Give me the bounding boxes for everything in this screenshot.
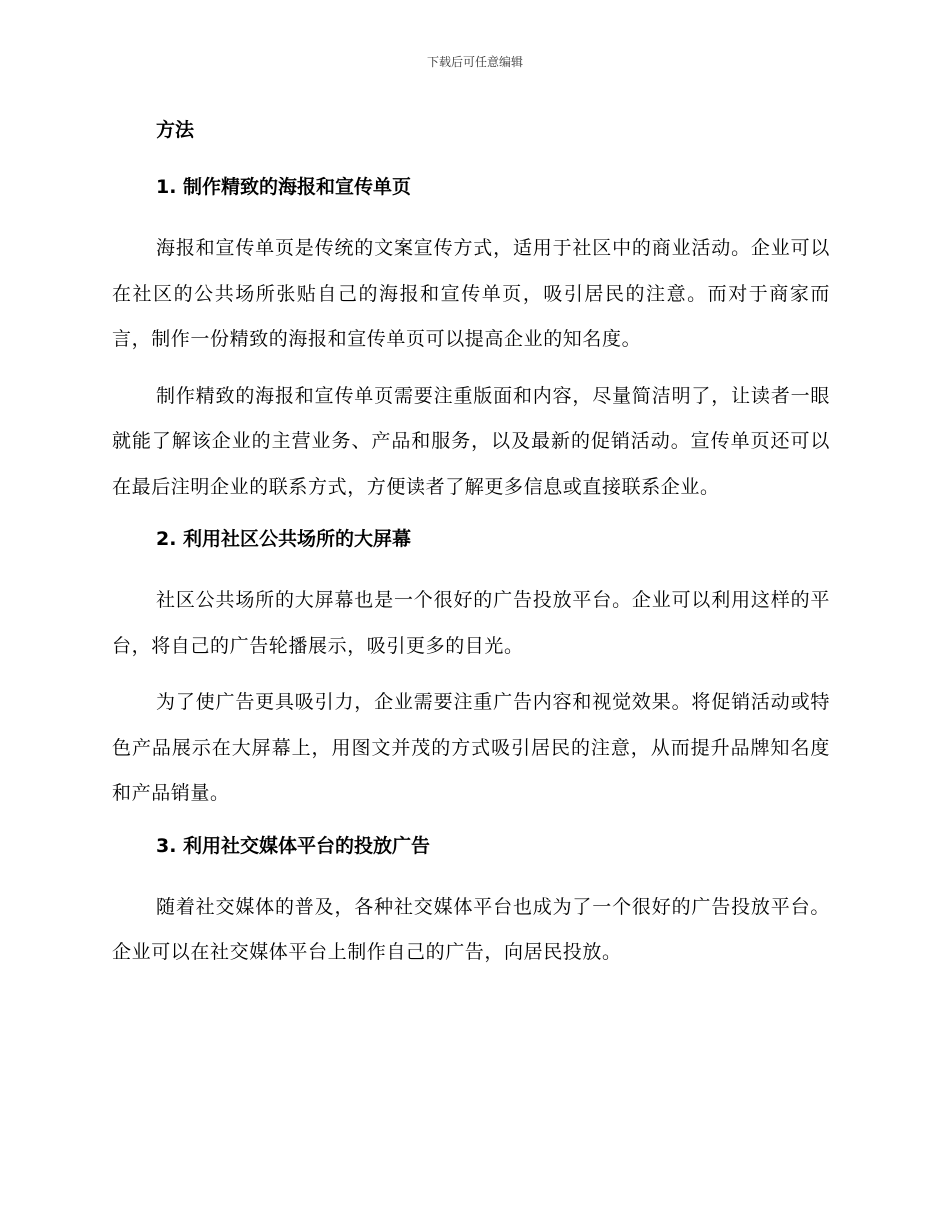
section-heading-posters: 1. 制作精致的海报和宣传单页 [156, 176, 412, 198]
page-header: 下载后可任意编辑 [426, 55, 523, 69]
paragraph-posters-1: 海报和宣传单页是传统的文案宣传方式，适用于社区中的商业活动。企业可以在社区的公共场所张贴自己的海报和宣传单页，吸引居民的注意。而对于商家而言，制作一份精致的海报和宣传单页可以提高企业的知名度。 [112, 237, 830, 350]
paragraph-social-media-1: 随着社交媒体的普及，各种社交媒体平台也成为了一个很好的广告投放平台。企业可以在社交媒体平台上制作自己的广告，向居民投放。 [112, 895, 830, 963]
section-heading-method: 方法 [156, 119, 195, 141]
document-body [112, 112, 830, 987]
section-heading-social-media: 3. 利用社交媒体平台的投放广告 [156, 834, 431, 857]
section-heading-big-screen: 2. 利用社区公共场所的大屏幕 [156, 528, 412, 550]
paragraph-big-screen-2: 为了使广告更具吸引力，企业需要注重广告内容和视觉效果。将促销活动或特色产品展示在大屏幕上，用图文并茂的方式吸引居民的注意，从而提升品牌知名度和产品销量。 [112, 691, 830, 804]
paragraph-posters-2: 制作精致的海报和宣传单页需要注重版面和内容，尽量简洁明了，让读者一眼就能了解该企业的主营业务、产品和服务，以及最新的促销活动。宣传单页还可以在最后注明企业的联系方式，方便读者了解更多信息或直接联系企业。 [112, 384, 830, 498]
paragraph-big-screen-1: 社区公共场所的大屏幕也是一个很好的广告投放平台。企业可以利用这样的平台，将自己的广告轮播展示，吸引更多的目光。 [112, 589, 830, 657]
